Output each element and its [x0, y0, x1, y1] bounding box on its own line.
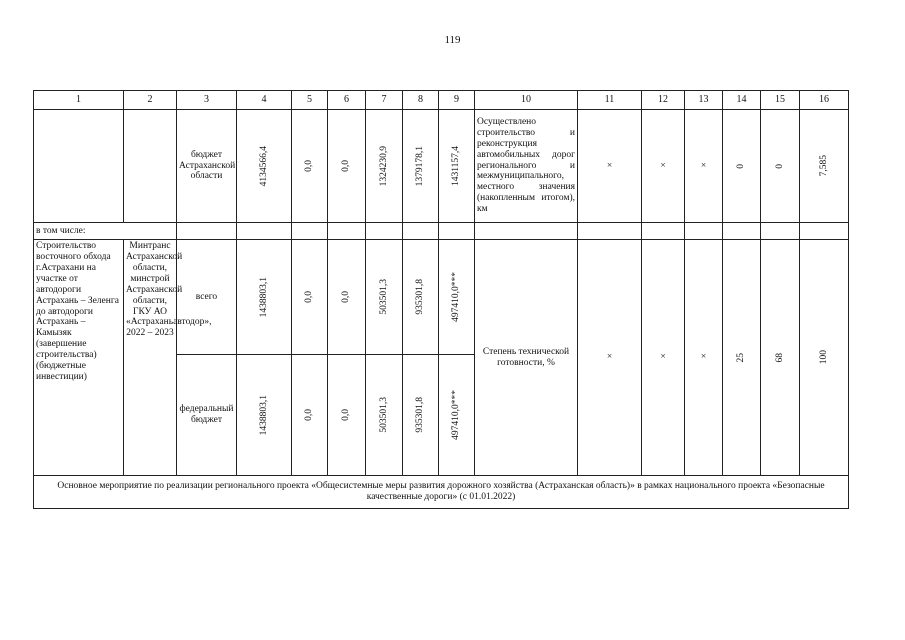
cell-c12: × [642, 110, 685, 223]
empty-cell [366, 223, 403, 240]
cell-c4: 1438803,1 [237, 240, 292, 355]
indicator-cell: Осуществлено строительство и реконструкция автомобильных дорог регионального и межмуниципального, местного значения (накопленным итогом), км [475, 110, 578, 223]
col-header-8: 8 [403, 91, 439, 110]
col-header-3: 3 [177, 91, 237, 110]
col-header-5: 5 [292, 91, 328, 110]
cell-c5: 0,0 [292, 240, 328, 355]
table-row [34, 240, 849, 355]
cell-c5: 0,0 [292, 355, 328, 476]
funding-source: федеральный бюджет [177, 355, 237, 476]
cell-c14: 25 [723, 240, 761, 476]
cell-c7: 1324230,9 [366, 110, 403, 223]
cell-c6: 0,0 [328, 355, 366, 476]
table-row [34, 110, 849, 223]
cell-c4: 1438803,1 [237, 355, 292, 476]
col-header-2: 2 [124, 91, 177, 110]
project-executor: Минтранс Астраханской области, минстрой Астраханской области, ГКУ АО «Астраханьавтодор», 2022 – 2023 [124, 240, 177, 476]
col-header-14: 14 [723, 91, 761, 110]
cell-c6: 0,0 [328, 240, 366, 355]
cell-c8: 935301,8 [403, 240, 439, 355]
cell-c12: × [642, 240, 685, 476]
col-header-6: 6 [328, 91, 366, 110]
including-label: в том числе: [34, 223, 177, 240]
col-header-7: 7 [366, 91, 403, 110]
cell-c7: 503501,3 [366, 240, 403, 355]
cell-c15: 0 [761, 110, 800, 223]
col-header-9: 9 [439, 91, 475, 110]
table-row [34, 223, 849, 240]
cell-c9: 1431157,4 [439, 110, 475, 223]
empty-cell [475, 223, 578, 240]
empty-cell [723, 223, 761, 240]
empty-cell [761, 223, 800, 240]
table-row [34, 476, 849, 509]
empty-cell [34, 110, 124, 223]
cell-c5: 0,0 [292, 110, 328, 223]
col-header-16: 16 [800, 91, 849, 110]
cell-c8: 935301,8 [403, 355, 439, 476]
cell-c11: × [578, 240, 642, 476]
cell-c9: 497410,0*** [439, 240, 475, 355]
cell-c13: × [685, 240, 723, 476]
cell-c13: × [685, 110, 723, 223]
main-event-row: Основное мероприятие по реализации регионального проекта «Общесистемные меры развития дорожного хозяйства (Астраханская область)» в рамках национального проекта «Безопасные качественные дороги» (с 01.01.2022) [34, 476, 849, 509]
project-name: Строительство восточного обхода г.Астрахани на участке от автодороги Астрахань – Зеленга до автодороги Астрахань – Камызяк (завершение строительства) (бюджетные инвестиции) [34, 240, 124, 476]
program-table [33, 90, 849, 509]
empty-cell [685, 223, 723, 240]
funding-source: бюджет Астраханской области [177, 110, 237, 223]
cell-c6: 0,0 [328, 110, 366, 223]
empty-cell [403, 223, 439, 240]
empty-cell [578, 223, 642, 240]
cell-c9: 497410,0*** [439, 355, 475, 476]
col-header-12: 12 [642, 91, 685, 110]
cell-c4: 4134566,4 [237, 110, 292, 223]
header-row [34, 91, 849, 110]
col-header-11: 11 [578, 91, 642, 110]
indicator-cell: Степень технической готовности, % [475, 240, 578, 476]
cell-c11: × [578, 110, 642, 223]
empty-cell [328, 223, 366, 240]
cell-c7: 503501,3 [366, 355, 403, 476]
cell-c8: 1379178,1 [403, 110, 439, 223]
col-header-1: 1 [34, 91, 124, 110]
empty-cell [124, 110, 177, 223]
col-header-15: 15 [761, 91, 800, 110]
col-header-10: 10 [475, 91, 578, 110]
empty-cell [642, 223, 685, 240]
page-number: 119 [444, 34, 461, 46]
empty-cell [237, 223, 292, 240]
empty-cell [292, 223, 328, 240]
cell-c14: 0 [723, 110, 761, 223]
cell-c16: 7,585 [800, 110, 849, 223]
cell-c16: 100 [800, 240, 849, 476]
empty-cell [177, 223, 237, 240]
col-header-13: 13 [685, 91, 723, 110]
funding-source: всего [177, 240, 237, 355]
cell-c15: 68 [761, 240, 800, 476]
empty-cell [439, 223, 475, 240]
empty-cell [800, 223, 849, 240]
col-header-4: 4 [237, 91, 292, 110]
